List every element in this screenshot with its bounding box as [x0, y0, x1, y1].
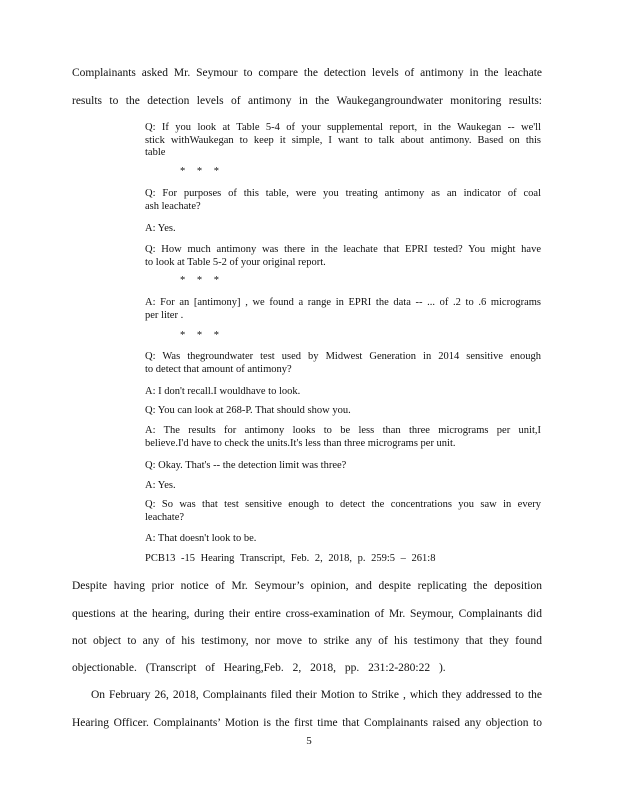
- excerpt-line: leachate?: [145, 511, 185, 523]
- excerpt-question-268p: [145, 405, 541, 418]
- excerpt-answer-yes-1: [145, 223, 541, 236]
- excerpt-line: A: For an [antimony] , we found a range in EPRI the data -- ... of .2 to .6 micrograms: [145, 297, 541, 308]
- paragraph-line: Despite having prior notice of Mr. Seymour’s opinion, and despite replicating the deposition: [72, 580, 542, 592]
- intro-line-1: Complainants asked Mr. Seymour to compare the detection levels of antimony in the leachate: [72, 67, 542, 79]
- excerpt-line: A: That doesn't look to be.: [145, 533, 257, 544]
- excerpt-line: Q: Okay. That's -- the detection limit was three?: [145, 460, 347, 471]
- excerpt-line: Q: You can look at 268-P. That should show you.: [145, 405, 351, 416]
- paragraph-line: On February 26, 2018, Complainants filed their Motion to Strike , which they addressed to the: [91, 689, 542, 701]
- paragraph-line: objectionable. (Transcript of Hearing,Feb. 2, 2018, pp. 231:2-280:22 ).: [72, 662, 446, 674]
- excerpt-answer-range: [145, 297, 541, 322]
- paragraph-line: questions at the hearing, during their entire cross-examination of Mr. Seymour, Complainants did: [72, 608, 542, 620]
- excerpt-line: stick withWaukegan to keep it simple, I want to talk about antimony. Based on this: [145, 134, 541, 146]
- excerpt-question-limit: [145, 460, 541, 473]
- excerpt-line: ash leachate?: [145, 200, 201, 212]
- excerpt-answer-yes-2: [145, 480, 541, 493]
- excerpt-question-sensitivity: [145, 351, 541, 376]
- excerpt-line: believe.I'd have to check the units.It's less than three micrograms per unit.: [145, 437, 456, 449]
- excerpt-question-epri: [145, 244, 541, 269]
- excerpt-line: A: Yes.: [145, 480, 176, 491]
- excerpt-line: Q: Was thegroundwater test used by Midwest Generation in 2014 sensitive enough: [145, 351, 541, 362]
- excerpt-line: to look at Table 5-2 of your original report.: [145, 256, 326, 268]
- excerpt-line: per liter .: [145, 309, 184, 321]
- excerpt-answer-recall: [145, 386, 541, 399]
- excerpt-line: Q: So was that test sensitive enough to detect the concentrations you saw in every: [145, 499, 541, 510]
- excerpt-line: A: Yes.: [145, 223, 176, 234]
- excerpt-question-indicator: [145, 188, 541, 213]
- ellipsis-stars: * * *: [180, 330, 219, 341]
- excerpt-line: Q: If you look at Table 5-4 of your supplemental report, in the Waukegan -- we'll: [145, 122, 541, 133]
- page-number: 5: [306, 735, 312, 747]
- paragraph-line: not object to any of his testimony, nor move to strike any of his testimony that they found: [72, 635, 542, 647]
- excerpt-line: Q: How much antimony was there in the leachate that EPRI tested? You might have: [145, 244, 541, 255]
- excerpt-line: Q: For purposes of this table, were you treating antimony as an indicator of coal: [145, 188, 541, 199]
- ellipsis-stars: * * *: [180, 166, 219, 177]
- ellipsis-stars: * * *: [180, 275, 219, 286]
- excerpt-line: A: I don't recall.I wouldhave to look.: [145, 386, 301, 397]
- excerpt-line: table: [145, 147, 166, 158]
- excerpt-question-every-leachate: [145, 499, 541, 524]
- excerpt-question-table: [145, 122, 541, 160]
- excerpt-line: A: The results for antimony looks to be less than three micrograms per unit,I: [145, 425, 541, 436]
- transcript-citation: PCB13 -15 Hearing Transcript, Feb. 2, 2018, p. 259:5 – 261:8: [145, 553, 436, 564]
- excerpt-line: to detect that amount of antimony?: [145, 363, 292, 375]
- intro-line-2: results to the detection levels of antimony in the Waukegangroundwater monitoring results:: [72, 95, 542, 107]
- paragraph-line: Hearing Officer. Complainants’ Motion is the first time that Complainants raised any objection to: [72, 717, 542, 729]
- excerpt-answer-doesnt: [145, 533, 541, 546]
- excerpt-answer-results: [145, 425, 541, 450]
